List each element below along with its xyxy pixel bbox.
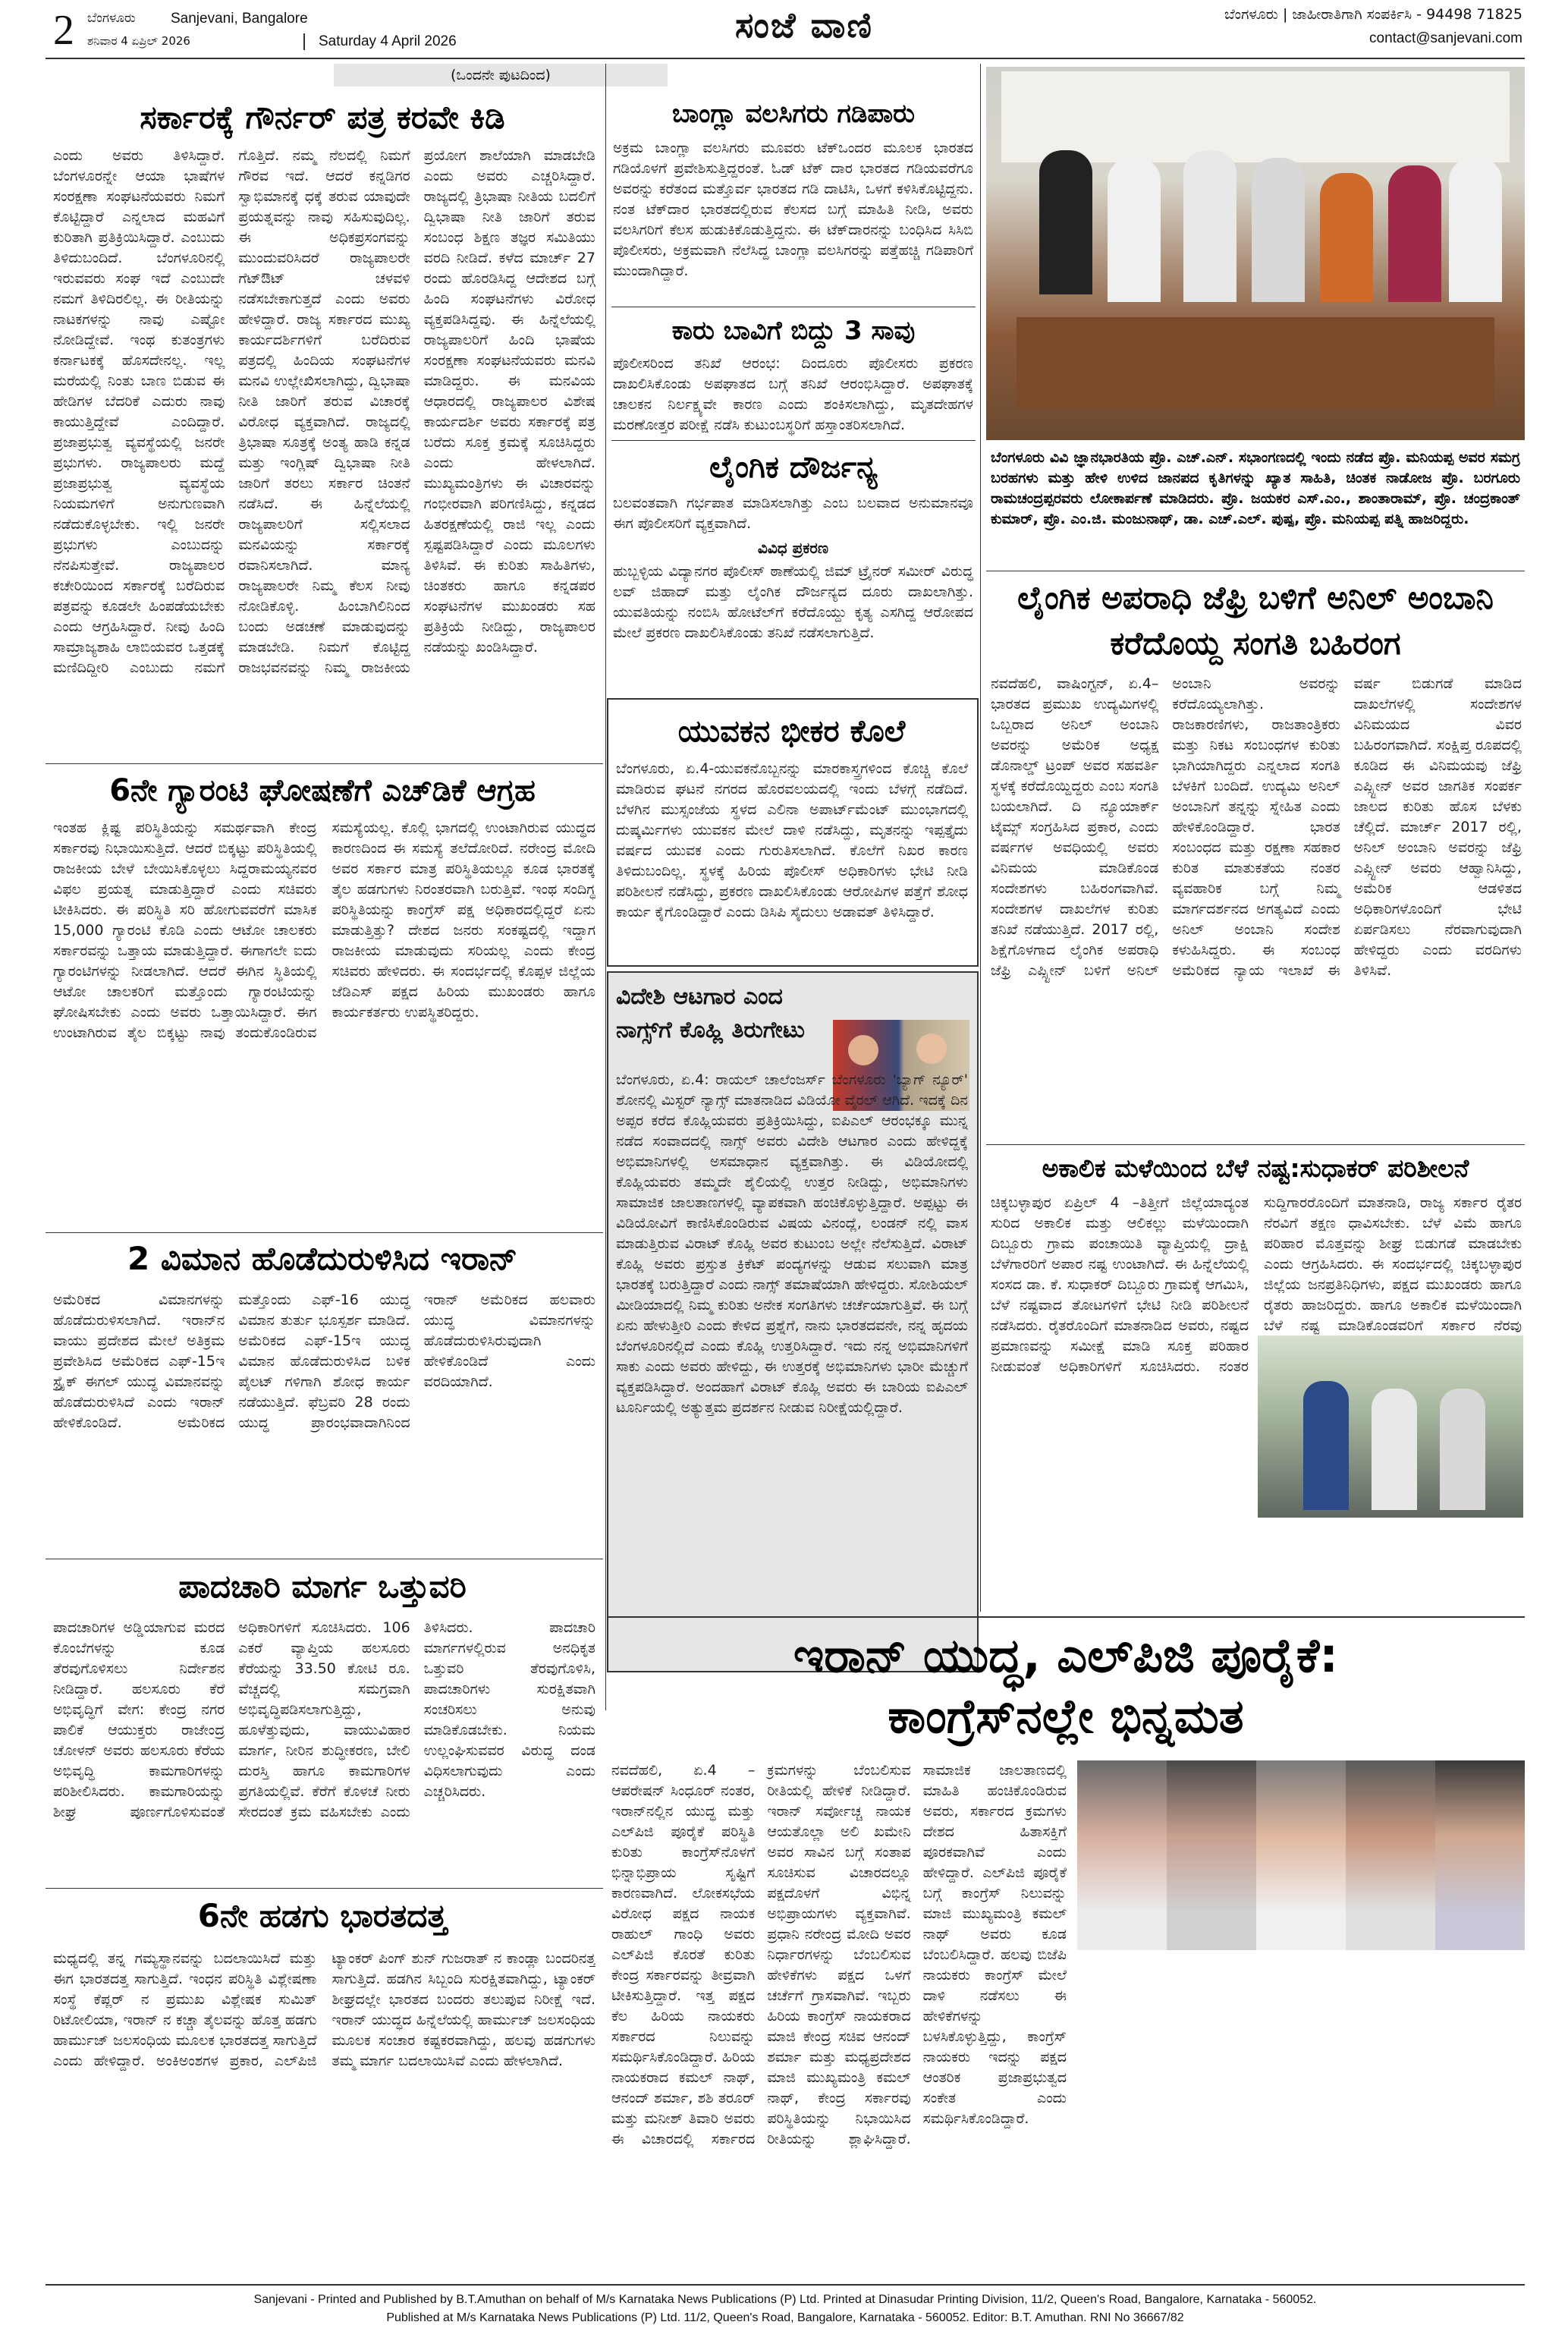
page-header (0, 0, 1568, 61)
headline-a11: ಲೈಂಗಿಕ ಅಪರಾಧಿ ಜೆಫ್ರಿ ಬಳಿಗೆ ಅನಿಲ್ ಅಂಬಾನಿ ಕರೆದೊಯ್ದ ಸಂಗತಿ ಬಹಿರಂಗ (1017, 579, 1494, 662)
header-date-en: Saturday 4 April 2026 (319, 33, 457, 49)
person-icon (1039, 150, 1092, 294)
footer-line1: Sanjevani - Printed and Published by B.T.Amuthan on behalf of M/s Karnataka News Publications (P) Ltd. Printed at Dinasudar Printing Division, 11/2, Queen's Road, Bangalore, Karnataka - 560052. (253, 2293, 1317, 2306)
continued-text: (ಒಂದನೇ ಪುಟದಿಂದ) (451, 67, 551, 83)
body-a10: ಮಧ್ಯದಲ್ಲಿ ತನ್ನ ಗಮ್ಯಸ್ಥಾನವನ್ನು ಬದಲಾಯಿಸಿದೆ ಮತ್ತು ಈಗ ಭಾರತದತ್ತ ಸಾಗುತ್ತಿದೆ. ಇಂಧನ ಪರಿಸ್ಥಿತಿ ವಿಶ್ಲೇಷಣಾ ಸಂಸ್ಥೆ ಕೆಪ್ಲರ್ ನ ಪ್ರಮುಖ ವಿಶ್ಲೇಷಕ ಸುಮಿತ್ ರಿಟೋಲಿಯಾ, ಇರಾನ್ ನ ಕಚ್ಚಾ ತೈಲವನ್ನು ಹೊತ್ತ ಹಡಗು ಹಾರ್ಮುಜ್ ಜಲಸಂಧಿಯ ಮೂಲಕ ಭಾರತದತ್ತ ಸಾಗುತ್ತಿದೆ ಎಂದು ಹೇಳಿದ್ದಾರೆ. ಅಂಕಿಅಂಶಗಳ ಪ್ರಕಾರ, ಎಲ್‌ಪಿಜಿ ಟ್ಯಾಂಕರ್ ಪಿಂಗ್ ಶುನ್ ಗುಜರಾತ್ ನ ಕಾಂಡ್ಲಾ ಬಂದರಿನತ್ತ ಸಾಗುತ್ತಿದೆ. ಹಡಗಿನ ಸಿಬ್ಬಂದಿ ಸುರಕ್ಷಿತವಾಗಿದ್ದು, ಟ್ಯಾಂಕರ್ ಶೀಘ್ರದಲ್ಲೇ ಭಾರತದ ಬಂದರು ತಲುಪುವ ನಿರೀಕ್ಷೆ ಇದೆ. ಇರಾನ್ ಯುದ್ಧದ ಹಿನ್ನೆಲೆಯಲ್ಲಿ ಹಾರ್ಮುಜ್ ಜಲಸಂಧಿಯ ಮೂಲಕ ಸಂಚಾರ ಕಷ್ಟಕರವಾಗಿದ್ದು, ಹಲವು ಹಡಗುಗಳು ತಮ್ಮ ಮಾರ್ಗ ಬದಲಾಯಿಸಿವೆ ಎಂದು ಹೇಳಲಾಗಿದೆ. (53, 1950, 595, 2069)
header-right-top: ಬೆಂಗಳೂರು | ಜಾಹೀರಾತಿಗಾಗಿ ಸಂಪರ್ಕಿಸಿ - 94498 71825 (1224, 6, 1522, 23)
footer-rule (46, 2284, 1525, 2286)
person-icon (1388, 165, 1441, 302)
footer-line2: Published at M/s Karnataka News Publications (P) Ltd. 11/2, Queen's Road, Bangalore, Karnataka - 560052. Editor: B.T. Amuthan. RNI No 36667/82 (386, 2311, 1184, 2324)
rule-a4 (611, 440, 976, 441)
person-icon (916, 1033, 947, 1064)
col-sep-2 (980, 64, 981, 1612)
body-a2: ಅಕ್ರಮ ಬಾಂಗ್ಲಾ ವಲಸಿಗರು ಮೂವರು ಟೆಕ್‌ಒಂದರ ಮೂಲಕ ಭಾರತದ ಗಡಿಯೊಳಗೆ ಪ್ರವೇಶಿಸುತ್ತಿದ್ದರಂತೆ. ಓಡ್ ಟೆಕ್ ದಾರ ಭಾರತದ ಗಡಿಯವರೆಗೂ ಅವರನ್ನು ಕರೆತಂದ ಮತ್ತೊರ್ವ ಭಾರತದ ಗಡಿ ದಾಟಿಸಿ, ಒಳಗೆ ಕಳಿಸಿಕೊಟ್ಟಿದ್ದನು. ನಂತ ಟೆಕ್‌ದಾರ ಭಾರತದಲ್ಲಿರುವ ಕೆಲಸದ ಬಗ್ಗೆ ಮಾಹಿತಿ ನೀಡಿ, ಅವರು ವಲಸಿಗರಿಗೆ ಕೆಲಸ ಹುಡುಕಿಕೊಡುತ್ತಿದ್ದನು. ಈ ಟೆಕ್‌ದಾರನನ್ನು ಬಂಧಿಸಿದ ಸಿಸಿಬಿ ಪೊಲೀಸರು, ಅಕ್ರಮವಾಗಿ ನೆಲೆಸಿದ್ದ ಬಾಂಗ್ಲಾ ವಲಸಿಗರನ್ನು ಪತ್ತೆಹಚ್ಚಿ ಗಡಿಪಾರಿಗೆ ಮುಂದಾಗಿದ್ದಾರೆ. (613, 140, 973, 279)
headline-a13-line1: ಇರಾನ್ ಯುದ್ಧ, ಎಲ್‌ಪಿಜಿ ಪೂರೈಕೆ: (793, 1628, 1339, 1683)
headline-a7: 6ನೇ ಗ್ಯಾರಂಟಿ ಘೋಷಣೆಗೆ ಎಚ್‌ಡಿಕೆ ಆಗ್ರಹ (109, 773, 536, 808)
header-contact[interactable]: contact@sanjevani.com (1369, 30, 1522, 46)
person-icon (1440, 1389, 1485, 1510)
body-a3: ಪೊಲೀಸರಿಂದ ತನಿಖೆ ಆರಂಭ: ದಿಂದೂರು ಪೊಲೀಸರು ಪ್ರಕರಣ ದಾಖಲಿಸಿಕೊಂಡು ಅಪಘಾತದ ಬಗ್ಗೆ ತನಿಖೆ ಆರಂಭಿಸಿದ್ದಾರೆ. ಅಪಘಾತಕ್ಕೆ ಚಾಲಕನ ನಿರ್ಲಕ್ಷ್ಯವೇ ಕಾರಣ ಎಂದು ಶಂಕಿಸಲಾಗಿದ್ದು, ಮೃತದೇಹಗಳ ಮರಣೋತ್ತರ ಪರೀಕ್ಷೆ ನಡೆಸಿ ಕುಟುಂಬಸ್ಥರಿಗೆ ಹಸ್ತಾಂತರಿಸಲಾಗಿದೆ. (613, 355, 973, 433)
photo-caption: ಬೆಂಗಳೂರು ವಿವಿ ಜ್ಞಾನಭಾರತಿಯ ಪ್ರೊ. ಎಚ್.ಎನ್. ಸಭಾಂಗಣದಲ್ಲಿ ಇಂದು ನಡೆದ ಪ್ರೊ. ಮನಿಯಪ್ಪ ಅವರ ಸಮಗ್ರ ಬರಹಗಳು ಮತ್ತು ಹೇಳಿ ಉಳಿದ ಜಾನಪದ ಕೃತಿಗಳನ್ನು ಖ್ಯಾತ ಸಾಹಿತಿ, ಚಿಂತಕ ನಾಡೋಜ ಪ್ರೊ. ಬರಗೂರು ರಾಮಚಂದ್ರಪ್ಪರವರು ಲೋಕಾರ್ಪಣೆ ಮಾಡಿದರು. ಪ್ರೊ. ಜಯಕರ ಎಸ್.ಎಂ., ಶಾಂತಾರಾಮ್, ಪ್ರೊ. ಚಂದ್ರಕಾಂತ್ ಕುಮಾರ್, ಪ್ರೊ. ಎಂ.ಜಿ. ಮಂಜುನಾಥ್, ಡಾ. ಎಚ್.ಎಲ್. ಪುಷ್ಪ, ಪ್ರೊ. ಮನಿಯಪ್ಪ ಪತ್ನಿ ಹಾಜರಿದ್ದರು. (991, 449, 1520, 527)
portrait (1346, 1760, 1435, 1950)
body-a5: ಬೆಂಗಳೂರು, ಏ.4-ಯುವಕನೊಬ್ಬನನ್ನು ಮಾರಕಾಸ್ತ್ರಗಳಿಂದ ಕೊಚ್ಚಿ ಕೊಲೆ ಮಾಡಿರುವ ಘಟನೆ ನಗರದ ಹೊರವಲಯದಲ್ಲಿ ಇಂದು ಬೆಳಗ್ಗೆ ನಡೆದಿದೆ. ಬೆಳಗಿನ ಮುಸ್ಸಂಜೆಯ ಸ್ಥಳದ ಎಲಿನಾ ಅಪಾರ್ಟ್‌ಮೆಂಟ್ ಮುಂಭಾಗದಲ್ಲಿ ದುಷ್ಕರ್ಮಿಗಳು ಯುವಕನ ಮೇಲೆ ದಾಳಿ ನಡೆಸಿದ್ದು, ಮೃತನನ್ನು ಇಪ್ಪತ್ತೈದು ವರ್ಷದ ಯುವಕ ಎಂದು ಗುರುತಿಸಲಾಗಿದೆ. ಕೊಲೆಗೆ ನಿಖರ ಕಾರಣ ತಿಳಿದುಬಂದಿಲ್ಲ. ಸ್ಥಳಕ್ಕೆ ಹಿರಿಯ ಪೊಲೀಸ್ ಅಧಿಕಾರಿಗಳು ಭೇಟಿ ನೀಡಿ ಪರಿಶೀಲನೆ ನಡೆಸಿದ್ದು, ಪ್ರಕರಣ ದಾಖಲಿಸಿಕೊಂಡು ಆರೋಪಿಗಳ ಪತ್ತೆಗೆ ಶೋಧ ಕಾರ್ಯ ಕೈಗೊಂಡಿದ್ದಾರೆ ಎಂದು ಡಿಸಿಪಿ ಸೈದುಲು ಅಡಾವತ್ ತಿಳಿಸಿದ್ದಾರೆ. (616, 760, 968, 920)
headline-a13-line2: ಕಾಂಗ್ರೆಸ್‌ನಲ್ಲೇ ಭಿನ್ನಮತ (888, 1688, 1244, 1744)
rule-a13 (607, 1616, 1525, 1618)
body-a8: ಅಮೆರಿಕದ ವಿಮಾನಗಳನ್ನು ಹೊಡೆದುರುಳಿಸಲಾಗಿದೆ. ಇರಾನ್‌ನ ವಾಯು ಪ್ರದೇಶದ ಮೇಲೆ ಅತಿಕ್ರಮ ಪ್ರವೇಶಿಸಿದ ಅಮೆರಿಕದ ಎಫ್‌-15ಇ ಸ್ಟ್ರೈಕ್ ಈಗಲ್ ಯುದ್ಧ ವಿಮಾನವನ್ನು ಹೊಡೆದುರುಳಿಸಿದೆ ಎಂದು ಇರಾನ್ ಹೇಳಿಕೊಂಡಿದೆ. ಅಮೆರಿಕದ ಮತ್ತೊಂದು ಎಫ್-16 ಯುದ್ಧ ವಿಮಾನ ತುರ್ತು ಭೂಸ್ಪರ್ಶ ಮಾಡಿದೆ. ಅಮೆರಿಕದ ಎಫ್‌-15ಇ ಯುದ್ಧ ವಿಮಾನ ಹೊಡೆದುರುಳಿಸಿದ ಬಳಿಕ ಪೈಲಟ್ ಗಳಿಗಾಗಿ ಶೋಧ ಕಾರ್ಯ ನಡೆಯುತ್ತಿದೆ. ಫೆಬ್ರವರಿ 28 ರಂದು ಯುದ್ಧ ಪ್ರಾರಂಭವಾದಾಗಿನಿಂದ ಇರಾನ್ ಅಮೆರಿಕದ ಹಲವಾರು ಯುದ್ಧ ವಿಮಾನಗಳನ್ನು ಹೊಡೆದುರುಳಿಸಿರುವುದಾಗಿ ಹೇಳಿಕೊಂಡಿದೆ ಎಂದು ವರದಿಯಾಗಿದೆ. (53, 1291, 595, 1431)
table-shape (1017, 317, 1494, 408)
person-icon (1372, 1389, 1417, 1510)
rule-a12 (986, 1144, 1525, 1145)
rule-a10 (46, 1888, 603, 1889)
rule-a7 (46, 763, 603, 764)
person-icon (1320, 173, 1373, 302)
headline-a5: ಯುವಕನ ಭೀಕರ ಕೊಲೆ (677, 714, 906, 749)
masthead-logo: ಸಂಜೆ ವಾಣಿ (735, 5, 873, 46)
masthead (660, 5, 948, 47)
portrait (1077, 1760, 1167, 1950)
portrait (1167, 1760, 1256, 1950)
headline-a8: 2 ವಿಮಾನ ಹೊಡೆದುರುಳಿಸಿದ ಇರಾನ್ (127, 1240, 517, 1277)
person-icon (848, 1035, 878, 1065)
header-city: ಬೆಂಗಳೂರು (87, 11, 136, 26)
headline-a6: ವಿದೇಶಿ ಆಟಗಾರ ಎಂದ ನಾಗ್ಸ್‌ಗೆ ಕೊಹ್ಲಿ ತಿರುಗೇಟು (616, 983, 805, 1043)
headline-a4: ಲೈಂಗಿಕ ದೌರ್ಜನ್ಯ (709, 450, 878, 485)
person-icon (1183, 150, 1236, 302)
headline-a1: ಸರ್ಕಾರಕ್ಕೆ ಗೌರ್ನರ್ ಪತ್ರ ಕರವೇ ಕಿಡಿ (140, 99, 505, 136)
body-a4: ಬಲವಂತವಾಗಿ ಗರ್ಭಪಾತ ಮಾಡಿಸಲಾಗಿತ್ತು ಎಂಬ ಬಲವಾದ ಅನುಮಾನವೂ ಈಗ ಪೊಲೀಸರಿಗೆ ವ್ಯಕ್ತವಾಗಿದೆ. (613, 495, 973, 532)
body-a7: ಇಂತಹ ಕ್ಲಿಷ್ಟ ಪರಿಸ್ಥಿತಿಯನ್ನು ಸಮರ್ಥವಾಗಿ ಕೇಂದ್ರ ಸರ್ಕಾರವು ನಿಭಾಯಿಸುತ್ತಿದೆ. ಆದರೆ ಬಿಕ್ಕಟ್ಟು ಪರಿಸ್ಥಿತಿಯಲ್ಲಿ ರಾಜಕೀಯ ಬೇಳೆ ಬೇಯಿಸಿಕೊಳ್ಳಲು ಸಿದ್ದರಾಮಯ್ಯನವರ ವಿಫಲ ಪ್ರಯತ್ನ ಮಾಡುತ್ತಿದ್ದಾರೆ ಎಂದು ಸಚಿವರು ಟೀಕಿಸಿದರು. ಈ ಪರಿಸ್ಥಿತಿ ಸರಿ ಹೋಗುವವರೆಗೆ ಮಾಸಿಕ 15,000 ಗ್ಯಾರಂಟಿ ಕೊಡಿ ಎಂದು ಆಟೋ ಚಾಲಕರು ಸರ್ಕಾರವನ್ನು ಒತ್ತಾಯ ಮಾಡುತ್ತಿದ್ದಾರೆ. ಈಗಾಗಲೇ ಐದು ಗ್ಯಾರಂಟಿಗಳನ್ನು ನೀಡಲಾಗಿದೆ. ಆದರೆ ಈಗಿನ ಸ್ಥಿತಿಯಲ್ಲಿ ಆಟೋ ಚಾಲಕರಿಗೆ ಮತ್ತೊಂದು ಗ್ಯಾರಂಟಿಯನ್ನು ಘೋಷಿಸಬೇಕು ಎಂದು ಅವರು ಒತ್ತಾಯಿಸಿದ್ದಾರೆ. ಈಗ ಉಂಟಾಗಿರುವ ತೈಲ ಬಿಕ್ಕಟ್ಟು ನಾವು ತಂದುಕೊಂಡಿರುವ ಸಮಸ್ಯೆಯಲ್ಲ. ಕೊಲ್ಲಿ ಭಾಗದಲ್ಲಿ ಉಂಟಾಗಿರುವ ಯುದ್ಧದ ಕಾರಣದಿಂದ ಈ ಸಮಸ್ಯೆ ತಲೆದೋರಿದೆ. ನರೇಂದ್ರ ಮೋದಿ ಅವರ ಸರ್ಕಾರ ಮಾತ್ರ ಪರಿಸ್ಥಿತಿಯಲ್ಲೂ ಕೂಡ ಭಾರತಕ್ಕೆ ತೈಲ ಹಡಗುಗಳು ನಿರಂತರವಾಗಿ ಬರುತ್ತಿವೆ. ಇಂಥ ಸಂದಿಗ್ಧ ಪರಿಸ್ಥಿತಿಯನ್ನು ಕಾಂಗ್ರೆಸ್ ಪಕ್ಷ ಅಧಿಕಾರದಲ್ಲಿದ್ದರೆ ಏನು ಮಾಡುತ್ತಿತ್ತು? ದೇಶದ ಜನರು ಸಂಕಷ್ಟದಲ್ಲಿ ಇದ್ದಾಗ ರಾಜಕೀಯ ಮಾಡುವುದು ಸರಿಯಲ್ಲ ಎಂದು ಕೇಂದ್ರ ಸಚಿವರು ಹೇಳಿದರು. ಈ ಸಂದರ್ಭದಲ್ಲಿ ಕೊಪ್ಪಳ ಜಿಲ್ಲೆಯ ಜೆಡಿಎಸ್ ಪಕ್ಷದ ಹಿರಿಯ ಮುಖಂಡರು ಹಾಗೂ ಕಾರ್ಯಕರ್ತರು ಉಪಸ್ಥಿತರಿದ್ದರು. (53, 820, 595, 1041)
headline-a10: 6ನೇ ಹಡಗು ಭಾರತದತ್ತ (197, 1897, 448, 1934)
page-number: 2 (53, 7, 74, 54)
body-a6: ಬೆಂಗಳೂರು, ಏ.4: ರಾಯಲ್ ಚಾಲೆಂಜರ್ಸ್ ಬೆಂಗಳೂರು 'ಬ್ಯಾಗ್ ನ್ಯೂರ್' ಶೋನಲ್ಲಿ ಮಿಸ್ಟರ್ ನ್ಯಾಗ್ಸ್ ಮಾತನಾಡಿದ ವಿಡಿಯೋ ವೈರಲ್ ಆಗಿದೆ. ಇದಕ್ಕೆ ದಿನ ಅಪ್ಪರ ಕರೆದ ಕೊಹ್ಲಿಯವರು ಪ್ರತಿಕ್ರಿಯಿಸಿದ್ದು, ಐಪಿಎಲ್ ಆರಂಭಕ್ಕೂ ಮುನ್ನ ನಡೆದ ಸಂವಾದದಲ್ಲಿ ನಾಗ್ಸ್ ಅವರು ವಿದೇಶಿ ಆಟಗಾರ ಎಂದು ಹೇಳಿದ್ದಕ್ಕೆ ಅಭಿಮಾನಿಗಳಲ್ಲಿ ಅಸಮಾಧಾನ ವ್ಯಕ್ತವಾಗಿತ್ತು. ಈ ವಿಡಿಯೋದಲ್ಲಿ ಕೊಹ್ಲಿಯವರು ತಮ್ಮದೇ ಶೈಲಿಯಲ್ಲಿ ಉತ್ತರ ನೀಡಿದ್ದು, ಅಭಿಮಾನಿಗಳು ಸಾಮಾಜಿಕ ಜಾಲತಾಣಗಳಲ್ಲಿ ವ್ಯಾಪಕವಾಗಿ ಹಂಚಿಕೊಳ್ಳುತ್ತಿದ್ದಾರೆ. ಅಪ್ಪಟ್ಟು ಈ ವಿಡಿಯೋವಿಗೆ ಕಾಣಿಸಿಕೊಂಡಿರುವ ವಿಷಯ ವಿನಂದ್ಲೆ, ಲಂಡನ್ ನಲ್ಲಿ ವಾಸ ಮಾಡುತ್ತಿರುವ ವಿರಾಟ್ ಕೊಹ್ಲಿ ಅವರ ಕುಟುಂಬ ಅಲ್ಲೇ ನೆಲೆಸುತ್ತಿದೆ. ವಿರಾಟ್ ಕೊಹ್ಲಿ ಅವರು ಪ್ರಸ್ತುತ ಕ್ರಿಕೆಟ್ ಪಂದ್ಯಗಳನ್ನು ಆಡುವ ಸಲುವಾಗಿ ಮಾತ್ರ ಭಾರತಕ್ಕೆ ಬರುತ್ತಿದ್ದಾರೆ ಎಂದು ನಾಗ್ಸ್ ತಮಾಷೆಯಾಗಿ ಹೇಳಿದ್ದರು. ಸೋಶಿಯಲ್ ಮೀಡಿಯಾದಲ್ಲಿ ನಿಮ್ಮ ಕುರಿತು ಅನೇಕ ಸಂಗತಿಗಳು ಚರ್ಚೆಯಾಗುತ್ತಿವೆ. ಈ ಬಗ್ಗೆ ಏನು ಹೇಳುತ್ತೀರಿ ಎಂದು ಕೇಳಿದ ಪ್ರಶ್ನೆಗೆ, ನಾನು ಭಾರತದವನೇ, ನನ್ನ ಹೃದಯ ಬೆಂಗಳೂರಿನಲ್ಲಿದೆ ಎಂದು ಕೊಹ್ಲಿ ಉತ್ತರಿಸಿದ್ದಾರೆ. ಇದು ನನ್ನ ಅಭಿಮಾನಿಗಳಿಗೆ ಸಾಕು ಎಂದು ಅವರು ಹೇಳಿದ್ದು, ಈ ಉತ್ತರಕ್ಕೆ ಅಭಿಮಾನಿಗಳು ಭಾರೀ ಮೆಚ್ಚುಗೆ ವ್ಯಕ್ತಪಡಿಸಿದ್ದಾರೆ. ಅಂದಹಾಗೆ ವಿರಾಟ್ ಕೊಹ್ಲಿ ಅವರು ಈ ಬಾರಿಯ ಐಪಿಎಲ್ ಟೂರ್ನಿಯಲ್ಲಿ ಅತ್ಯುತ್ತಮ ಪ್ರದರ್ಶನ ನೀಡುವ ನಿರೀಕ್ಷೆಯಲ್ಲಿದ್ದಾರೆ. (616, 1071, 968, 1416)
header-rule (46, 58, 1525, 59)
header-sep (303, 33, 305, 50)
person-icon (1303, 1381, 1349, 1510)
body-a1: ಎಂದು ಅವರು ತಿಳಿಸಿದ್ದಾರೆ. ಬೆಂಗಳೂರನ್ನೇ ಆಯಾ ಭಾಷೆಗಳ ಸಂರಕ್ಷಣಾ ಸಂಘಟನೆಯವರು ನಿಮಗೆ ಕೊಟ್ಟಿದ್ದಾರೆ ಎನ್ನಲಾದ ಮಹವಿಗೆ ಕುರಿತಾಗಿ ಪ್ರತಿಕ್ರಿಯಿಸಿದ್ದಾರೆ. ಎಂಬುದು ತಿಳಿದುಬಂದಿದೆ. ಬೆಂಗಳೂರಿನಲ್ಲಿ ಇರುವವರು ಸಂಘ ಇದೆ ಎಂಬುದೇ ನಮಗೆ ತಿಳಿದಿರಲಿಲ್ಲ. ಈ ರೀತಿಯನ್ನು ನಾಟಕಗಳನ್ನು ನಾವು ಎಷ್ಟೋ ನೋಡಿದ್ದೇವೆ. ಇಂಥ ಕುತಂತ್ರಗಳು ಕರ್ನಾಟಕಕ್ಕೆ ಹೊಸದೇನಲ್ಲ. ಇಲ್ಲ ಮರೆಯಲ್ಲಿ ನಿಂತು ಬಾಣ ಬಿಡುವ ಈ ಹೇಡಿಗಳ ಬೆದರಿಕೆ ಎದುರು ನಾವು ಕಾಯುತ್ತಿದ್ದೇವೆ ಎಂದಿದ್ದಾರೆ. ಪ್ರಜಾಪ್ರಭುತ್ವ ವ್ಯವಸ್ಥೆಯಲ್ಲಿ ಜನರೇ ಪ್ರಭುಗಳು. ರಾಜ್ಯಪಾಲರು ಮದ್ದೆ ಪ್ರಜಾಪ್ರಭುತ್ವ ವ್ಯವಸ್ಥೆಯ ನಿಯಮಗಳಿಗೆ ಅನುಗುಣವಾಗಿ ನಡೆದುಕೊಳ್ಳಬೇಕು. ಇಲ್ಲಿ ಜನರೇ ಪ್ರಭುಗಳು ಎಂಬುದನ್ನು ನೆನಪಿಸುತ್ತೇವೆ. ರಾಜ್ಯಪಾಲರ ಕಚೇರಿಯಿಂದ ಸರ್ಕಾರಕ್ಕೆ ಬರೆದಿರುವ ಪತ್ರವನ್ನು ಕೂಡಲೇ ಹಿಂಪಡೆಯಬೇಕು ಎಂದು ಆಗ್ರಹಿಸಿದ್ದಾರೆ. ನೀವು ಹಿಂದಿ ಸಾಮ್ರಾಜ್ಯಶಾಹಿ ಲಾಬಿಯವರ ಒತ್ತಡಕ್ಕೆ ಮಣಿದಿದ್ದೀರಿ ಎಂಬುದು ನಮಗೆ ಗೊತ್ತಿದೆ. ನಮ್ಮ ನೆಲದಲ್ಲಿ ನಿಮಗೆ ಗೌರವ ಇದೆ. ಆದರೆ ಕನ್ನಡಿಗರ ಸ್ವಾಭಿಮಾನಕ್ಕೆ ಧಕ್ಕೆ ತರುವ ಯಾವುದೇ ಪ್ರಯತ್ನವನ್ನು ನಾವು ಸಹಿಸುವುದಿಲ್ಲ. ಈ ಅಧಿಕಪ್ರಸಂಗವನ್ನು ಮುಂದುವರಿಸಿದರೆ ರಾಜ್ಯಪಾಲರೇ ಗೆಟ್‌ಔಟ್ ಚಳವಳಿ ನಡೆಸಬೇಕಾಗುತ್ತದೆ ಎಂದು ಅವರು ಹೇಳಿದ್ದಾರೆ. ರಾಜ್ಯ ಸರ್ಕಾರದ ಮುಖ್ಯ ಕಾರ್ಯದರ್ಶಿಗಳಿಗೆ ಬರೆದಿರುವ ಪತ್ರದಲ್ಲಿ ಹಿಂದಿಯ ಸಂಘಟನೆಗಳ ಮನವಿ ಉಲ್ಲೇಖಿಸಲಾಗಿದ್ದು, ದ್ವಿಭಾಷಾ ನೀತಿ ಜಾರಿಗೆ ತರುವ ವಿಚಾರಕ್ಕೆ ವಿರೋಧ ವ್ಯಕ್ತವಾಗಿದೆ. ರಾಜ್ಯದಲ್ಲಿ ತ್ರಿಭಾಷಾ ಸೂತ್ರಕ್ಕೆ ಅಂತ್ಯ ಹಾಡಿ ಕನ್ನಡ ಮತ್ತು ಇಂಗ್ಲಿಷ್ ದ್ವಿಭಾಷಾ ನೀತಿ ಜಾರಿಗೆ ತರಲು ಸರ್ಕಾರ ಚಿಂತನೆ ನಡೆಸಿದೆ. ಈ ಹಿನ್ನೆಲೆಯಲ್ಲಿ ರಾಜ್ಯಪಾಲರಿಗೆ ಸಲ್ಲಿಸಲಾದ ಮನವಿಯನ್ನು ಸರ್ಕಾರಕ್ಕೆ ರವಾನಿಸಲಾಗಿದೆ. ಮಾನ್ಯ ರಾಜ್ಯಪಾಲರೇ ನಿಮ್ಮ ಕೆಲಸ ನೀವು ನೋಡಿಕೊಳ್ಳಿ. ಹಿಂಬಾಗಿಲಿನಿಂದ ಬಂದು ಅಡಚಣೆ ಮಾಡುವುದನ್ನು ಮಾಡಬೇಡಿ. ನಿಮಗೆ ಕೊಟ್ಟಿದ್ದ ರಾಜಭವನವನ್ನು ನಿಮ್ಮ ರಾಜಕೀಯ ಪ್ರಯೋಗ ಶಾಲೆಯಾಗಿ ಮಾಡಬೇಡಿ ಎಂದು ಅವರು ಎಚ್ಚರಿಸಿದ್ದಾರೆ. ರಾಜ್ಯದಲ್ಲಿ ತ್ರಿಭಾಷಾ ನೀತಿಯ ಬದಲಿಗೆ ದ್ವಿಭಾಷಾ ನೀತಿ ಜಾರಿಗೆ ತರುವ ಸಂಬಂಧ ಶಿಕ್ಷಣ ತಜ್ಞರ ಸಮಿತಿಯು ವರದಿ ನೀಡಿದೆ. ಕಳೆದ ಮಾರ್ಚ್ 27 ರಂದು ಹೊರಡಿಸಿದ್ದ ಆದೇಶದ ಬಗ್ಗೆ ಹಿಂದಿ ಸಂಘಟನೆಗಳು ವಿರೋಧ ವ್ಯಕ್ತಪಡಿಸಿದ್ದವು. ಈ ಹಿನ್ನೆಲೆಯಲ್ಲಿ ರಾಜ್ಯಪಾಲರಿಗೆ ಹಿಂದಿ ಭಾಷೆಯ ಸಂರಕ್ಷಣಾ ಸಂಘಟನೆಯವರು ಮನವಿ ಮಾಡಿದ್ದರು. ಈ ಮನವಿಯ ಆಧಾರದಲ್ಲಿ ರಾಜ್ಯಪಾಲರ ವಿಶೇಷ ಕಾರ್ಯದರ್ಶಿ ಅವರು ಸರ್ಕಾರಕ್ಕೆ ಪತ್ರ ಬರೆದು ಸೂಕ್ತ ಕ್ರಮಕ್ಕೆ ಸೂಚಿಸಿದ್ದರು ಎಂದು ಹೇಳಲಾಗಿದೆ. ಮುಖ್ಯಮಂತ್ರಿಗಳು ಈ ವಿಚಾರವನ್ನು ಗಂಭೀರವಾಗಿ ಪರಿಗಣಿಸಿದ್ದು, ಕನ್ನಡದ ಹಿತರಕ್ಷಣೆಯಲ್ಲಿ ರಾಜಿ ಇಲ್ಲ ಎಂದು ಸ್ಪಷ್ಟಪಡಿಸಿದ್ದಾರೆ ಎಂದು ಮೂಲಗಳು ತಿಳಿಸಿವೆ. ಈ ಕುರಿತು ಸಾಹಿತಿಗಳು, ಚಿಂತಕರು ಹಾಗೂ ಕನ್ನಡಪರ ಸಂಘಟನೆಗಳ ಮುಖಂಡರು ಸಹ ಪ್ರತಿಕ್ರಿಯೆ ನೀಡಿದ್ದು, ರಾಜ್ಯಪಾಲರ ನಡೆಯನ್ನು ಖಂಡಿಸಿದ್ದಾರೆ. (53, 147, 595, 676)
portrait (1435, 1760, 1525, 1950)
photo-crop-inspection (1258, 1336, 1523, 1518)
body2-a4: ಹುಬ್ಬಳ್ಳಿಯ ವಿದ್ಯಾನಗರ ಪೊಲೀಸ್ ಠಾಣೆಯಲ್ಲಿ ಜಿಮ್ ಟ್ರೈನರ್ ಸಮೀರ್ ವಿರುದ್ಧ ಲವ್ ಜಿಹಾದ್ ಮತ್ತು ಲೈಂಗಿಕ ದೌರ್ಜನ್ಯದ ದೂರು ದಾಖಲಾಗಿತ್ತು. ಯುವತಿಯನ್ನು ನಂಬಿಸಿ ಹೋಟೆಲ್‌ಗೆ ಕರೆದೊಯ್ದು ಕೃತ್ಯ ಎಸಗಿದ್ದ ಆರೋಪದ ಮೇಲೆ ಪ್ರಕರಣ ದಾಖಲಿಸಿಕೊಂಡು ತನಿಖೆ ನಡೆಸಲಾಗುತ್ತಿದೆ. (613, 563, 973, 641)
portrait (1256, 1760, 1346, 1950)
headline-a3: ಕಾರು ಬಾವಿಗೆ ಬಿದ್ದು 3 ಸಾವು (671, 316, 916, 346)
headline-a2: ಬಾಂಗ್ಲಾ ವಲಸಿಗರು ಗಡಿಪಾರು (672, 99, 915, 129)
person-icon (1252, 158, 1305, 302)
banner-shape (1001, 71, 1510, 162)
subhead-a4: ವಿವಿಧ ಪ್ರಕರಣ (757, 539, 829, 557)
header-date-kn: ಶನಿವಾರ 4 ಏಪ್ರಿಲ್ 2026 (87, 34, 190, 48)
body-a12: ಚಿಕ್ಕಬಳ್ಳಾಪುರ ಏಪ್ರಿಲ್ 4 –ತಿತ್ತೀಗೆ ಜಿಲ್ಲೆಯಾದ್ಯಂತ ಸುರಿದ ಅಕಾಲಿಕ ಮತ್ತು ಆಲಿಕಲ್ಲು ಮಳೆಯಿಂದಾಗಿ ದಿಬ್ಬೂರು ಗ್ರಾಮ ಪಂಚಾಯಿತಿ ವ್ಯಾಪ್ತಿಯಲ್ಲಿ ದ್ರಾಕ್ಷಿ ಬೆಳೆಗಾರರಿಗೆ ಅಪಾರ ನಷ್ಟ ಉಂಟಾಗಿದೆ. ಈ ಹಿನ್ನೆಲೆಯಲ್ಲಿ ಸಂಸದ ಡಾ. ಕೆ. ಸುಧಾಕರ್ ದಿಬ್ಬೂರು ಗ್ರಾಮಕ್ಕೆ ಆಗಮಿಸಿ, ಬೆಳೆ ನಷ್ಟವಾದ ತೋಟಗಳಿಗೆ ಭೇಟಿ ನೀಡಿ ಪರಿಶೀಲನೆ ನಡೆಸಿದರು. ರೈತರೊಂದಿಗೆ ಮಾತನಾಡಿದ ಅವರು, ನಷ್ಟದ ಪ್ರಮಾಣವನ್ನು ಸಮೀಕ್ಷೆ ಮಾಡಿ ಸೂಕ್ತ ಪರಿಹಾರ ನೀಡುವಂತೆ ಅಧಿಕಾರಿಗಳಿಗೆ ಸೂಚಿಸಿದರು. ನಂತರ ಸುದ್ದಿಗಾರರೊಂದಿಗೆ ಮಾತನಾಡಿ, ರಾಜ್ಯ ಸರ್ಕಾರ ರೈತರ ನೆರವಿಗೆ ತಕ್ಷಣ ಧಾವಿಸಬೇಕು. ಬೆಳೆ ವಿಮೆ ಹಾಗೂ ಪರಿಹಾರ ಮೊತ್ತವನ್ನು ಶೀಘ್ರ ಬಿಡುಗಡೆ ಮಾಡಬೇಕು ಎಂದು ಆಗ್ರಹಿಸಿದರು. ಈ ಸಂದರ್ಭದಲ್ಲಿ ಚಿಕ್ಕಬಳ್ಳಾಪುರ ಜಿಲ್ಲೆಯ ಜನಪ್ರತಿನಿಧಿಗಳು, ಪಕ್ಷದ ಮುಖಂಡರು ಹಾಗೂ ರೈತರು ಹಾಜರಿದ್ದರು. ಹಾಗೂ ಅಕಾಲಿಕ ಮಳೆಯಿಂದಾಗಿ ಬೆಳೆ ನಷ್ಟ ಮಾಡಿಕೊಂಡವರಿಗೆ ಸರ್ಕಾರ ನೆರವು (991, 1194, 1522, 1375)
body-a11: ನವದೆಹಲಿ, ವಾಷಿಂಗ್ಟನ್, ಏ.4– ಭಾರತದ ಪ್ರಮುಖ ಉದ್ಯಮಿಗಳಲ್ಲಿ ಒಬ್ಬರಾದ ಅನಿಲ್ ಅಂಬಾನಿ ಅವರನ್ನು ಅಮೆರಿಕ ಅಧ್ಯಕ್ಷ ಡೊನಾಲ್ಡ್ ಟ್ರಂಪ್ ಅವರ ಸಹವರ್ತಿ ಸ್ಥಳಕ್ಕೆ ಕರೆದೊಯ್ದಿದ್ದರು ಎಂಬ ಸಂಗತಿ ಬಯಲಾಗಿದೆ. ದಿ ನ್ಯೂಯಾರ್ಕ್ ಟೈಮ್ಸ್ ಸಂಗ್ರಹಿಸಿದ ಪ್ರಕಾರ, ಎಂದು ವರ್ಷಗಳ ಅವಧಿಯಲ್ಲಿ ಅವರು ವಿನಿಮಯ ಮಾಡಿಕೊಂಡ ಸಂದೇಶಗಳು ಬಹಿರಂಗವಾಗಿವೆ. ಸಂದೇಶಗಳ ದಾಖಲೆಗಳ ಕುರಿತು ತನಿಖೆ ನಡೆಯುತ್ತಿದೆ. 2017 ರಲ್ಲಿ, ಶಿಕ್ಷೆಗೊಳಗಾದ ಲೈಂಗಿಕ ಅಪರಾಧಿ ಜೆಫ್ರಿ ಎಪ್ಸ್ಟೀನ್ ಬಳಿಗೆ ಅನಿಲ್ ಅಂಬಾನಿ ಅವರನ್ನು ಕರೆದೊಯ್ಯಲಾಗಿತ್ತು. ರಾಜಕಾರಣಿಗಳು, ರಾಜತಾಂತ್ರಿಕರು ಮತ್ತು ನಿಕಟ ಸಂಬಂಧಗಳ ಕುರಿತು ಭಾಗಿಯಾಗಿದ್ದರು ಎನ್ನಲಾದ ಸಂಗತಿ ಬೆಳಕಿಗೆ ಬಂದಿದೆ. ಉದ್ಯಮಿ ಅನಿಲ್ ಅಂಬಾನಿಗೆ ತನ್ನನ್ನು ಸ್ನೇಹಿತ ಎಂದು ಹೇಳಿಕೊಂಡಿದ್ದಾರೆ. ಭಾರತ ಸಂಬಂಧದ ಮತ್ತು ರಕ್ಷಣಾ ಸಹಕಾರ ಕುರಿತ ಮಾತುಕತೆಯ ನಂತರ ವ್ಯವಹಾರಿಕ ಬಗ್ಗೆ ನಿಮ್ಮ ಮಾರ್ಗದರ್ಶನದ ಅಗತ್ಯವಿದೆ ಎಂದು ಅನಿಲ್ ಅಂಬಾನಿ ಸಂದೇಶ ಕಳುಹಿಸಿದ್ದರು. ಈ ಸಂಬಂಧ ಅಮೆರಿಕದ ನ್ಯಾಯ ಇಲಾಖೆ ಈ ವರ್ಷ ಬಿಡುಗಡೆ ಮಾಡಿದ ದಾಖಲೆಗಳಲ್ಲಿ ಸಂದೇಶಗಳ ವಿನಿಮಯದ ವಿವರ ಬಹಿರಂಗವಾಗಿದೆ. ಸಂಕ್ಷಿಪ್ತ ರೂಪದಲ್ಲಿ ಕೂಡಿದ ಈ ವಿನಿಮಯವು ಜೆಫ್ರಿ ಎಪ್ಸ್ಟೀನ್ ಅವರ ಜಾಗತಿಕ ಸಂಪರ್ಕ ಜಾಲದ ಕುರಿತು ಹೊಸ ಬೆಳಕು ಚೆಲ್ಲಿದೆ. ಮಾರ್ಚ್ 2017 ರಲ್ಲಿ, ಅನಿಲ್ ಅಂಬಾನಿ ಅವರನ್ನು ಜೆಫ್ರಿ ಎಪ್ಸ್ಟೀನ್ ಅವರು ಆಹ್ವಾನಿಸಿದ್ದು, ಅಮೆರಿಕ ಆಡಳಿತದ ಅಧಿಕಾರಿಗಳೊಂದಿಗೆ ಭೇಟಿ ಏರ್ಪಡಿಸಲು ನೆರವಾಗುವುದಾಗಿ ಹೇಳಿದ್ದರು ಎಂದು ವರದಿಗಳು ತಿಳಿಸಿವೆ. (991, 675, 1522, 979)
photo-congress-leaders (1077, 1760, 1525, 1950)
continued-banner (334, 64, 668, 87)
header-paper-name: Sanjevani, Bangalore (171, 11, 308, 27)
col-sep-1 (605, 64, 606, 1710)
rule-a8 (46, 1232, 603, 1233)
body-a13: ನವದೆಹಲಿ, ಏ.4 –ಆಪರೇಷನ್ ಸಿಂಧೂರ್ ನಂತರ, ಇರಾನ್‌ನಲ್ಲಿನ ಯುದ್ಧ ಮತ್ತು ಎಲ್‌ಪಿಜಿ ಪೂರೈಕೆ ಪರಿಸ್ಥಿತಿ ಕುರಿತು ಕಾಂಗ್ರೆಸ್‌ನೊಳಗೆ ಭಿನ್ನಾಭಿಪ್ರಾಯ ಸೃಷ್ಟಿಗೆ ಕಾರಣವಾಗಿದೆ. ಲೋಕಸಭೆಯ ವಿರೋಧ ಪಕ್ಷದ ನಾಯಕ ರಾಹುಲ್ ಗಾಂಧಿ ಅವರು ಎಲ್‌ಪಿಜಿ ಕೊರತೆ ಕುರಿತು ಕೇಂದ್ರ ಸರ್ಕಾರವನ್ನು ತೀವ್ರವಾಗಿ ಟೀಕಿಸುತ್ತಿದ್ದಾರೆ. ಇತ್ತ ಪಕ್ಷದ ಕೆಲ ಹಿರಿಯ ನಾಯಕರು ಸರ್ಕಾರದ ನಿಲುವನ್ನು ಸಮರ್ಥಿಸಿಕೊಂಡಿದ್ದಾರೆ. ಹಿರಿಯ ನಾಯಕರಾದ ಕಮಲ್ ನಾಥ್, ಆನಂದ್ ಶರ್ಮಾ, ಶಶಿ ತರೂರ್ ಮತ್ತು ಮನೀಶ್ ತಿವಾರಿ ಅವರು ಈ ವಿಚಾರದಲ್ಲಿ ಸರ್ಕಾರದ ಕ್ರಮಗಳನ್ನು ಬೆಂಬಲಿಸುವ ರೀತಿಯಲ್ಲಿ ಹೇಳಿಕೆ ನೀಡಿದ್ದಾರೆ. ಇರಾನ್ ಸರ್ವೋಚ್ಚ ನಾಯಕ ಆಯತೊಲ್ಲಾ ಅಲಿ ಖಮೇನಿ ಅವರ ಸಾವಿನ ಬಗ್ಗೆ ಸಂತಾಪ ಸೂಚಿಸುವ ವಿಚಾರದಲ್ಲೂ ಪಕ್ಷದೊಳಗೆ ವಿಭಿನ್ನ ಅಭಿಪ್ರಾಯಗಳು ವ್ಯಕ್ತವಾಗಿವೆ. ಪ್ರಧಾನಿ ನರೇಂದ್ರ ಮೋದಿ ಅವರ ನಿರ್ಧಾರಗಳನ್ನು ಬೆಂಬಲಿಸುವ ಹೇಳಿಕೆಗಳು ಪಕ್ಷದ ಒಳಗೆ ಚರ್ಚೆಗೆ ಗ್ರಾಸವಾಗಿವೆ. ಇಬ್ಬರು ಹಿರಿಯ ಕಾಂಗ್ರೆಸ್ ನಾಯಕರಾದ ಮಾಜಿ ಕೇಂದ್ರ ಸಚಿವ ಆನಂದ್ ಶರ್ಮಾ ಮತ್ತು ಮಧ್ಯಪ್ರದೇಶದ ಮಾಜಿ ಮುಖ್ಯಮಂತ್ರಿ ಕಮಲ್ ನಾಥ್, ಕೇಂದ್ರ ಸರ್ಕಾರವು ಪರಿಸ್ಥಿತಿಯನ್ನು ನಿಭಾಯಿಸಿದ ರೀತಿಯನ್ನು ಶ್ಲಾಘಿಸಿದ್ದಾರೆ. ಸಾಮಾಜಿಕ ಜಾಲತಾಣದಲ್ಲಿ ಮಾಹಿತಿ ಹಂಚಿಕೊಂಡಿರುವ ಅವರು, ಸರ್ಕಾರದ ಕ್ರಮಗಳು ದೇಶದ ಹಿತಾಸಕ್ತಿಗೆ ಪೂರಕವಾಗಿವೆ ಎಂದು ಹೇಳಿದ್ದಾರೆ. ಎಲ್‌ಪಿಜಿ ಪೂರೈಕೆ ಬಗ್ಗೆ ಕಾಂಗ್ರೆಸ್ ನಿಲುವನ್ನು ಮಾಜಿ ಮುಖ್ಯಮಂತ್ರಿ ಕಮಲ್ ನಾಥ್ ಅವರು ಕೂಡ ಬೆಂಬಲಿಸಿದ್ದಾರೆ. ಹಲವು ಬಿಜೆಪಿ ನಾಯಕರು ಕಾಂಗ್ರೆಸ್ ಮೇಲೆ ದಾಳಿ ನಡೆಸಲು ಈ ಹೇಳಿಕೆಗಳನ್ನು ಬಳಸಿಕೊಳ್ಳುತ್ತಿದ್ದು, ಕಾಂಗ್ರೆಸ್ ನಾಯಕರು ಇದನ್ನು ಪಕ್ಷದ ಆಂತರಿಕ ಪ್ರಜಾಪ್ರಭುತ್ವದ ಸಂಕೇತ ಎಂದು ಸಮರ್ಥಿಸಿಕೊಂಡಿದ್ದಾರೆ. (611, 1762, 1067, 2147)
headline-a9: ಪಾದಚಾರಿ ಮಾರ್ಗ ಒತ್ತುವರಿ (178, 1568, 467, 1605)
headline-a12: ಅಕಾಲಿಕ ಮಳೆಯಿಂದ ಬೆಳೆ ನಷ್ಟ:ಸುಧಾಕರ್ ಪರಿಶೀಲನೆ (1042, 1153, 1469, 1183)
body-a9: ಪಾದಚಾರಿಗಳ ಅಡ್ಡಿಯಾಗುವ ಮರದ ಕೊಂಬೆಗಳನ್ನು ಕೂಡ ತೆರವುಗೊಳಿಸಲು ನಿರ್ದೇಶನ ನೀಡಿದ್ದಾರೆ. ಹಲಸೂರು ಕೆರೆ ಅಭಿವೃದ್ಧಿಗೆ ವೇಗ: ಕೇಂದ್ರ ನಗರ ಪಾಲಿಕೆ ಆಯುಕ್ತರು ರಾಜೇಂದ್ರ ಚೋಳನ್ ಅವರು ಹಲಸೂರು ಕೆರೆಯ ಅಭಿವೃದ್ಧಿ ಕಾಮಗಾರಿಗಳನ್ನು ಪರಿಶೀಲಿಸಿದರು. ಕಾಮಗಾರಿಯನ್ನು ಶೀಘ್ರ ಪೂರ್ಣಗೊಳಿಸುವಂತೆ ಅಧಿಕಾರಿಗಳಿಗೆ ಸೂಚಿಸಿದರು. 106 ಎಕರೆ ವ್ಯಾಪ್ತಿಯ ಹಲಸೂರು ಕೆರೆಯನ್ನು 33.50 ಕೋಟಿ ರೂ. ವೆಚ್ಚದಲ್ಲಿ ಸಮಗ್ರವಾಗಿ ಅಭಿವೃದ್ಧಿಪಡಿಸಲಾಗುತ್ತಿದ್ದು, ಹೂಳೆತ್ತುವುದು, ವಾಯುವಿಹಾರ ಮಾರ್ಗ, ನೀರಿನ ಶುದ್ಧೀಕರಣ, ಬೇಲಿ ದುರಸ್ತಿ ಹಾಗೂ ಕಾಮಗಾರಿಗಳ ಪ್ರಗತಿಯಲ್ಲಿವೆ. ಕೆರೆಗೆ ಕೊಳಚೆ ನೀರು ಸೇರದಂತೆ ಕ್ರಮ ವಹಿಸಬೇಕು ಎಂದು ತಿಳಿಸಿದರು. ಪಾದಚಾರಿ ಮಾರ್ಗಗಳಲ್ಲಿರುವ ಅನಧಿಕೃತ ಒತ್ತುವರಿ ತೆರವುಗೊಳಿಸಿ, ಪಾದಚಾರಿಗಳು ಸುರಕ್ಷಿತವಾಗಿ ಸಂಚರಿಸಲು ಅನುವು ಮಾಡಿಕೊಡಬೇಕು. ನಿಯಮ ಉಲ್ಲಂಘಿಸುವವರ ವಿರುದ್ಧ ದಂಡ ವಿಧಿಸಲಾಗುವುದು ಎಂದು ಎಚ್ಚರಿಸಿದರು. (53, 1619, 595, 1820)
person-icon (1449, 158, 1502, 302)
photo-book-release (986, 67, 1525, 440)
person-icon (1108, 158, 1161, 302)
